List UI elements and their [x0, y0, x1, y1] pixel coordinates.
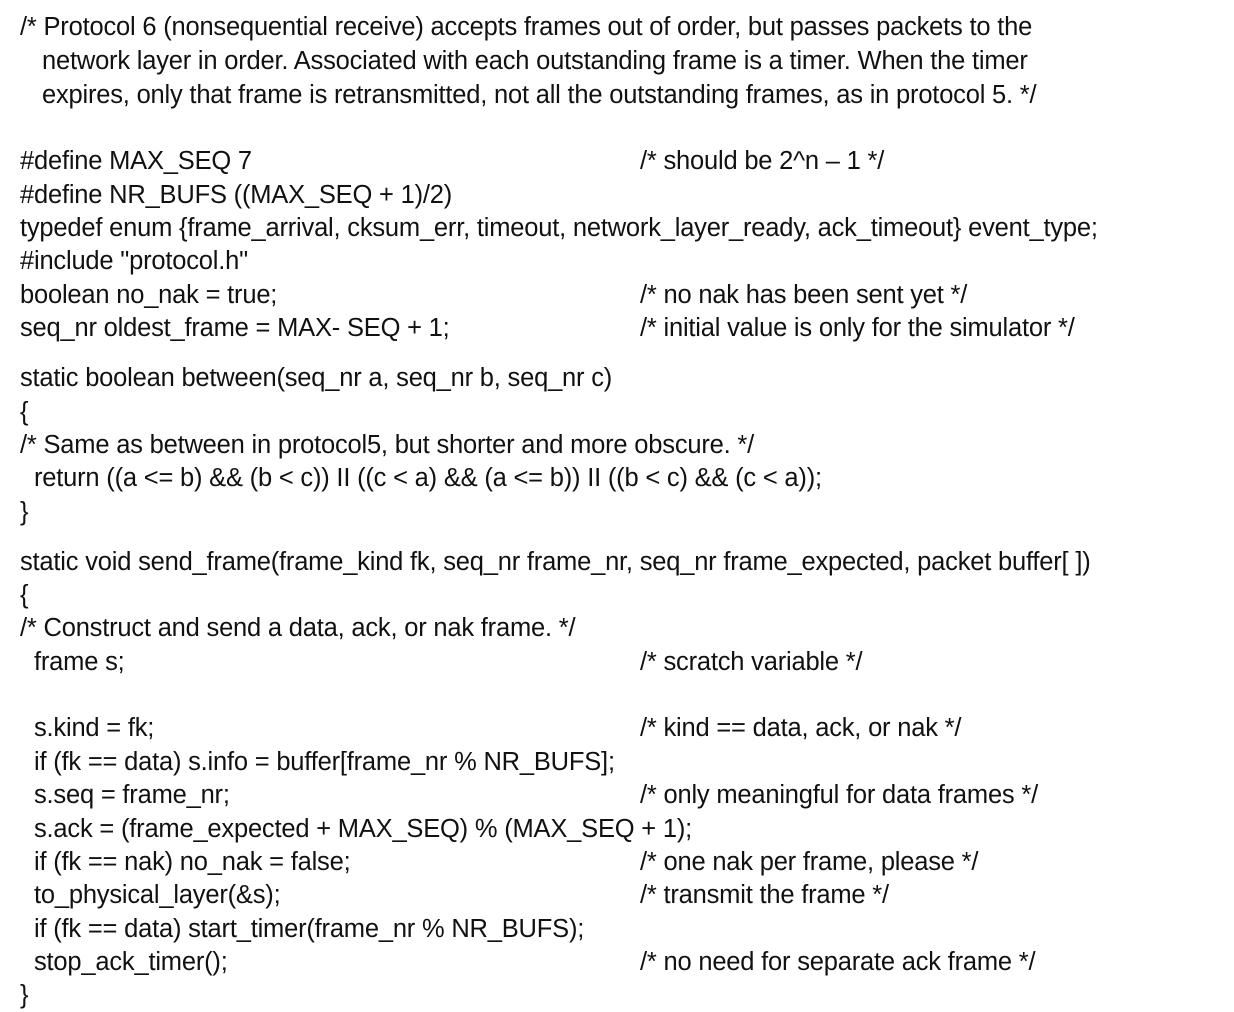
stmt-nak-flag: if (fk == nak) no_nak = false; — [34, 848, 351, 876]
header-comment-line-3: expires, only that frame is retransmitted, not all the outstanding frames, as in protocol 5. */ — [42, 81, 1037, 109]
stmt-set-ack: s.ack = (frame_expected + MAX_SEQ) % (MAX_SEQ + 1); — [34, 815, 693, 843]
header-comment-line-1: /* Protocol 6 (nonsequential receive) accepts frames out of order, but passes packets to the — [20, 13, 1033, 41]
decl-oldest-frame: seq_nr oldest_frame = MAX- SEQ + 1; — [20, 314, 450, 342]
header-comment-line-2: network layer in order. Associated with each outstanding frame is a timer. When the timer — [42, 47, 1028, 75]
send-frame-close-brace: } — [20, 981, 29, 1009]
between-return: return ((a <= b) && (b < c)) II ((c < a) && (a <= b)) II ((b < c) && (c < a)); — [34, 464, 822, 492]
between-comment: /* Same as between in protocol5, but shorter and more obscure. */ — [20, 431, 754, 459]
stmt-set-seq: s.seq = frame_nr; — [34, 781, 230, 809]
define-nr-bufs: #define NR_BUFS ((MAX_SEQ + 1)/2) — [20, 181, 453, 209]
send-frame-comment: /* Construct and send a data, ack, or nak frame. */ — [20, 614, 576, 642]
send-frame-local-decl: frame s; — [34, 648, 125, 676]
stmt-set-seq-comment: /* only meaningful for data frames */ — [640, 781, 1038, 809]
include-protocol-h: #include "protocol.h" — [20, 247, 248, 275]
decl-no-nak: boolean no_nak = true; — [20, 281, 278, 309]
between-close-brace: } — [20, 498, 29, 526]
send-frame-local-decl-comment: /* scratch variable */ — [640, 648, 863, 676]
stmt-set-kind-comment: /* kind == data, ack, or nak */ — [640, 714, 962, 742]
stmt-to-physical-layer-comment: /* transmit the frame */ — [640, 881, 889, 909]
decl-oldest-frame-comment: /* initial value is only for the simulator */ — [640, 314, 1075, 342]
stmt-nak-flag-comment: /* one nak per frame, please */ — [640, 848, 979, 876]
stmt-set-kind: s.kind = fk; — [34, 714, 155, 742]
typedef-event-type: typedef enum {frame_arrival, cksum_err, timeout, network_layer_ready, ack_timeout} event_type; — [20, 214, 1098, 242]
stmt-stop-ack-timer-comment: /* no need for separate ack frame */ — [640, 948, 1036, 976]
stmt-to-physical-layer: to_physical_layer(&s); — [34, 881, 281, 909]
stmt-start-timer: if (fk == data) start_timer(frame_nr % NR_BUFS); — [34, 915, 585, 943]
send-frame-signature: static void send_frame(frame_kind fk, seq_nr frame_nr, seq_nr frame_expected, packet buffer[ ]) — [20, 548, 1091, 576]
define-max-seq-comment: /* should be 2^n – 1 */ — [640, 147, 885, 175]
define-max-seq: #define MAX_SEQ 7 — [20, 147, 252, 175]
between-open-brace: { — [20, 398, 29, 426]
stmt-stop-ack-timer: stop_ack_timer(); — [34, 948, 228, 976]
send-frame-open-brace: { — [20, 581, 29, 609]
stmt-set-info: if (fk == data) s.info = buffer[frame_nr % NR_BUFS]; — [34, 748, 615, 776]
decl-no-nak-comment: /* no nak has been sent yet */ — [640, 281, 968, 309]
between-signature: static boolean between(seq_nr a, seq_nr b, seq_nr c) — [20, 364, 613, 392]
